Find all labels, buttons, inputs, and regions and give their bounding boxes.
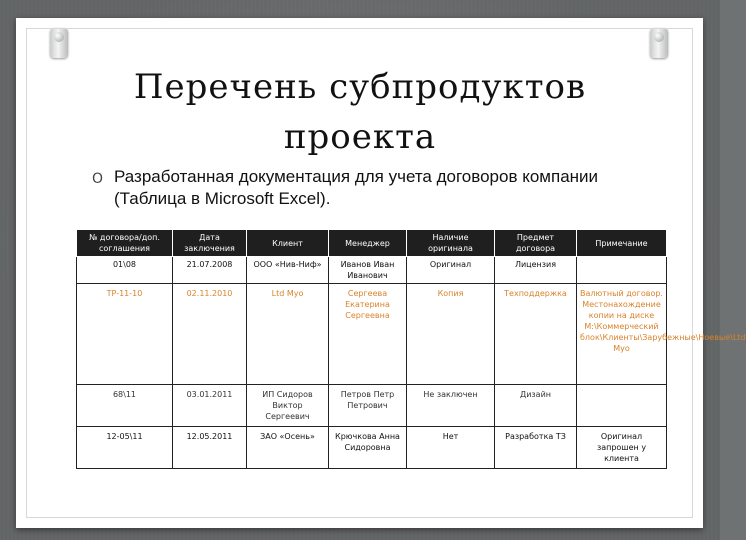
table-cell: Оригинал (407, 257, 495, 284)
pushpin-icon (50, 28, 68, 58)
table-row (77, 385, 667, 427)
table-cell: Нет (407, 427, 495, 469)
table-cell: Ltd Myo (247, 284, 329, 385)
bullet-text: Разработанная документация для учета договоров компании (Таблица в Microsoft Excel). (114, 167, 599, 208)
table-cell: 12-05\11 (77, 427, 173, 469)
table-cell: Сергеева Екатерина Сергеевна (329, 284, 407, 385)
pushpin-icon (650, 28, 668, 58)
header-cell: Наличие оригинала (407, 230, 495, 257)
table-cell: Разработка ТЗ (495, 427, 577, 469)
contracts-table (76, 229, 746, 469)
table-cell: 02.11.2010 (173, 284, 247, 385)
table-cell: Крючкова Анна Сидоровна (329, 427, 407, 469)
slide-title (60, 62, 660, 162)
header-cell: Клиент (247, 230, 329, 257)
table-cell: Не заключен (407, 385, 495, 427)
table-cell: TP-11-10 (77, 284, 173, 385)
table-cell: Петров Петр Петрович (329, 385, 407, 427)
table-cell: ООО «Нив-Ниф» (247, 257, 329, 284)
table-header-row (77, 230, 667, 257)
header-cell: № договора/доп. соглашения (77, 230, 173, 257)
table-cell: Иванов Иван Иванович (329, 257, 407, 284)
table-cell (577, 385, 667, 427)
table-cell: Копия (407, 284, 495, 385)
table-cell: 21.07.2008 (173, 257, 247, 284)
header-cell: Предмет договора (495, 230, 577, 257)
table-row (77, 284, 667, 385)
table-cell: Техподдержка (495, 284, 577, 385)
table-cell: 03.01.2011 (173, 385, 247, 427)
header-cell: Дата заключения (173, 230, 247, 257)
title-line-1: Перечень субпродуктов (133, 67, 587, 107)
header-cell: Примечание (577, 230, 667, 257)
table-cell: Валютный договор. Местонахождение копии на диске M:\Коммерческий блок\Клиенты\Зарубежные\Ноевые\Ltd Myo (577, 284, 667, 385)
table-cell: 01\08 (77, 257, 173, 284)
table-cell: ИП Сидоров Виктор Сергеевич (247, 385, 329, 427)
bullet-paragraph (92, 166, 634, 210)
table-cell: Дизайн (495, 385, 577, 427)
table-cell: 68\11 (77, 385, 173, 427)
header-cell: Менеджер (329, 230, 407, 257)
table-cell (577, 257, 667, 284)
table-row (77, 257, 667, 284)
table-cell: Лицензия (495, 257, 577, 284)
table-cell: 12.05.2011 (173, 427, 247, 469)
table-cell: Оригинал запрошен у клиента (577, 427, 667, 469)
title-line-2: проекта (283, 117, 437, 157)
table-row (77, 427, 667, 469)
table-cell: ЗАО «Осень» (247, 427, 329, 469)
bullet-icon: O (92, 171, 104, 187)
